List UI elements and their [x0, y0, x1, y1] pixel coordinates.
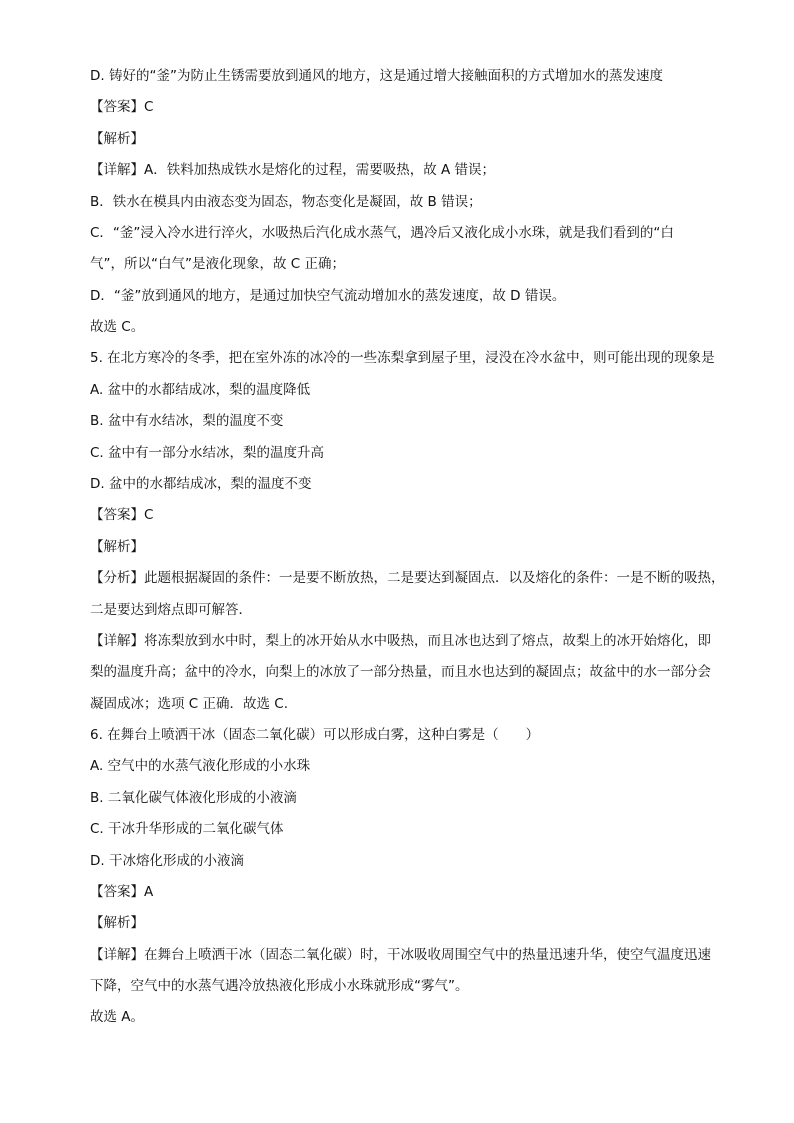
explanation-line: 【详解】A．铁料加热成铁水是熔化的过程，需要吸热，故 A 错误； [90, 162, 496, 178]
explanation-line: C．“釜”浸入冷水进行淬火，水吸热后汽化成水蒸气，遇冷后又液化成小水珠，就是我们看到的“白 [90, 225, 674, 241]
explanation-line: 气”，所以“白气”是液化现象，故 C 正确； [90, 256, 345, 272]
explanation-line: 下降，空气中的水蒸气遇冷放热液化形成小水珠就形成“雾气”。 [90, 978, 469, 994]
option-b-q6: B. 二氧化碳气体液化形成的小液滴 [90, 790, 297, 806]
option-a-q5: A. 盆中的水都结成冰，梨的温度降低 [90, 382, 311, 398]
question-5-stem: 5. 在北方寒冷的冬季，把在室外冻的冰冷的一些冻梨拿到屋子里，浸没在冷水盆中，则可能出现的现象是 [90, 350, 715, 366]
option-d-q4: D. 铸好的“釜”为防止生锈需要放到通风的地方，这是通过增大接触面积的方式增加水的蒸发速度 [90, 68, 663, 84]
analysis-heading-q5: 【解析】 [90, 539, 144, 555]
explanation-line: 凝固成冰；选项 C 正确．故选 C. [90, 696, 289, 712]
analysis-heading-q4: 【解析】 [90, 131, 144, 147]
option-a-q6: A. 空气中的水蒸气液化形成的小水珠 [90, 758, 311, 774]
conclusion-q4: 故选 C。 [90, 319, 145, 335]
answer-q5: 【答案】C [90, 507, 154, 523]
analysis-line: 【分析】此题根据凝固的条件：一是要不断放热，二是要达到凝固点．以及熔化的条件：一是不断的吸热， [90, 570, 725, 586]
option-d-q5: D. 盆中的水都结成冰，梨的温度不变 [90, 476, 312, 492]
answer-q6: 【答案】A [90, 884, 154, 900]
option-b-q5: B. 盆中有水结冰，梨的温度不变 [90, 413, 284, 429]
analysis-line: 二是要达到熔点即可解答． [90, 602, 252, 618]
answer-q4: 【答案】C [90, 99, 154, 115]
question-6-stem: 6. 在舞台上喷洒干冰（固态二氧化碳）可以形成白雾，这种白雾是（ ） [90, 727, 540, 743]
explanation-line: 【详解】将冻梨放到水中时，梨上的冰开始从水中吸热，而且冰也达到了熔点，故梨上的冰开始熔化，即 [90, 633, 711, 649]
explanation-line: 梨的温度升高；盆中的冷水，向梨上的冰放了一部分热量，而且水也达到的凝固点；故盆中的水一部分会 [90, 664, 711, 680]
explanation-line: 【详解】在舞台上喷洒干冰（固态二氧化碳）时，干冰吸收周围空气中的热量迅速升华，使空气温度迅速 [90, 947, 711, 963]
explanation-line: D．“釜”放到通风的地方，是通过加快空气流动增加水的蒸发速度，故 D 错误。 [90, 288, 566, 304]
option-c-q6: C. 干冰升华形成的二氧化碳气体 [90, 821, 284, 837]
option-c-q5: C. 盆中有一部分水结冰，梨的温度升高 [90, 445, 325, 461]
explanation-line: B．铁水在模具内由液态变为固态，物态变化是凝固，故 B 错误； [90, 194, 482, 210]
option-d-q6: D. 干冰熔化形成的小液滴 [90, 853, 244, 869]
analysis-heading-q6: 【解析】 [90, 915, 144, 931]
conclusion-q6: 故选 A。 [90, 1009, 145, 1025]
